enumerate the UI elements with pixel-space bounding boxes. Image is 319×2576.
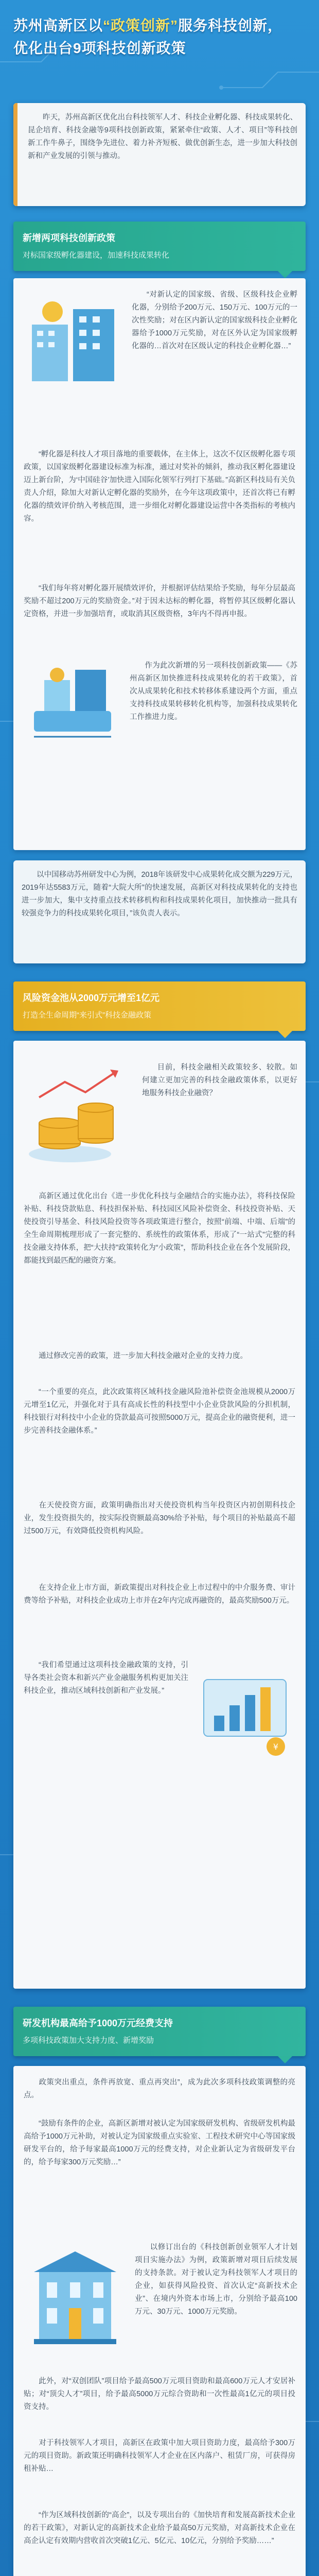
section2-panel <box>13 1041 306 1989</box>
section3-header <box>13 2007 306 2056</box>
section3-panel <box>13 2066 306 2576</box>
section1-subtitle: 对标国家级孵化器建设，加速科技成果转化 <box>23 251 170 260</box>
header <box>0 0 319 98</box>
s3-paragraph-5: 对于科技领军人才项目，高新区在政策中加大项目资助力度，最高给予300万元的项目资助。新政策还明确科技领军人才企业在区内落户、租赁厂房，可获得房租补贴… <box>24 2439 295 2473</box>
intro-text: 昨天，苏州高新区优化出台科技领军人才、科技企业孵化器、科技成果转化、昆企培育、科技金融等9项科技创新政策，紧紧牵住“政策、人才、项目”等科技创新工作牛鼻子，围绕争先进位、着力补齐短板、做优创新生态，进一步加大科技创新和产业发展的引领与推动。 <box>28 113 297 160</box>
section1-panel <box>13 278 306 850</box>
s1-paragraph-2: “孵化器是科技人才项目落地的重要载体，在主体上，这次不仅区级孵化器专项政策，以国家级孵化器建设标准为标准，通过对奖补的倾斜，推动我区孵化器建设迈上新台阶，为‘中国硅谷’加快进入国际化领军行列打下基础。”高新区科技局有关负责人介绍，除加大对新认定孵化器的奖励外，在今年这项政策中，还首次将已有孵化器的绩效评价纳入考核范围，进一步细化对孵化器建设运营中各类指标的考核内容。 <box>24 450 295 523</box>
s3-paragraph-1: 政策突出重点，条件再放宽、重点再突出”，成为此次多项科技政策调整的亮点。 <box>24 2078 295 2099</box>
s2-paragraph-7: “我们希望通过这项科技金融政策的支持，引导各类社会资本和新兴产业金融服务机构更加关注科技企业，推动区域科技创新和产业发展。” <box>24 1661 188 1695</box>
s3-paragraph-4: 此外，对“双创团队”项目给予最高500万元项目资助和最高600万元人才安居补贴；对“顶尖人才”项目，给予最高5000万元综合资助和一次性最高1亿元的项目投资支持。 <box>24 2377 295 2411</box>
s3-paragraph-6: “作为区域科技创新的“高企”，以及专项出台的《加快培育和发展高新技术企业的若干政策》，对新认定的高新技术企业给予最高50万元奖励，对高新技术企业在高企认定有效期内营收首次突破1亿元、5亿元、10亿元，分别给予奖励……” <box>24 2511 295 2545</box>
section3-subtitle: 多项科技政策加大支持力度、新增奖励 <box>23 2036 154 2045</box>
section1-title: 新增两项科技创新政策 <box>23 233 115 243</box>
section2-pointer <box>278 1031 292 1038</box>
section1-pointer <box>278 271 292 278</box>
s1-paragraph-5: 以中国移动苏州研发中心为例，2018年该研发中心成果转化成交额为229万元，2019年达5583万元，随着“大院大所”的快速发展，高新区对科技成果转化的支持也进一步加大，集中支持重点技术转移机构和科技成果转化项目，加快推动一批具有较强竞争力的科技成果转化项目，”该负责人表示。 <box>22 871 297 918</box>
section3-title: 研发机构最高给予1000万元经费支持 <box>23 2018 173 2028</box>
rd-institution-illustration <box>24 2241 127 2354</box>
title-line2: 优化出台9项科技创新政策 <box>13 40 186 56</box>
section2-header <box>13 981 306 1031</box>
tech-transfer-illustration <box>24 659 121 742</box>
s3-paragraph-2: “鼓励有条件的企业，高新区新增对被认定为国家级研发机构、省级研发机构最高给予1000万元补助，对被认定为国家级重点实验室、工程技术研究中心等国家级研发平台的，给予每家最高1000万元的经费支持，对企业新认定为省级研发平台的，给予每家300万元奖励…” <box>24 2120 295 2166</box>
section2-title: 风险资金池从2000万元增至1亿元 <box>23 993 160 1003</box>
incubator-illustration <box>22 294 125 386</box>
s2-paragraph-3: 通过修改完善的政策，进一步加大科技金融对企业的支持力度。 <box>39 1352 247 1360</box>
s1-paragraph-4: 作为此次新增的另一项科技创新政策——《苏州高新区加快推进科技成果转化的若干政策》，首次从成果转化和技术转移体系建设两个方面，重点支持科技成果转移转化机构等，加强科技成果转化工作推进力度。 <box>130 662 297 721</box>
intro-accent-bar <box>13 103 17 206</box>
intro-card <box>13 103 306 206</box>
s2-paragraph-2: 高新区通过优化出台《进一步优化科技与金融结合的实施办法》，将科技保险补贴、科技贷款贴息、科技担保补贴、科技园区风险补偿资金、科技投资补贴、天使投资引导基金、科技风险投资等各项政策进行整合，按照“前端、中端、后端”的全生命周期梳理形成了一套完整的、系统性的政策体系，形成了“一站式”完整的科技金融支持体系，把“大扶持”政策转化为“小政策”，帮助科技企业在各个发展阶段，都能找到最匹配的融资方案。 <box>24 1192 295 1265</box>
s1-paragraph-3: “我们每年将对孵化器开展绩效评价，并根据评估结果给予奖励，每年分层最高奖励不超过200万元的奖励资金。”对于因未达标的孵化器，将暂停其区级孵化器认定资格，并进一步加强培育，或取消其区级资格，3年内不得再申报。 <box>24 584 295 618</box>
s1-case-card <box>13 860 306 963</box>
s2-paragraph-4: “一个重要的亮点，此次政策将区域科技金融风险池补偿资金池规模从2000万元增至1亿元，并强化对于具有高成长性的科技型中小企业贷款风险的分担机制，科技银行对科技中小企业的贷款最高可按照5000万元，提高企业的融资便利，进一步完善科技金融体系。” <box>24 1388 295 1435</box>
section1-header <box>13 222 306 271</box>
title-line1-a: 苏州高新区以 <box>13 18 103 33</box>
finance-coins-illustration <box>24 1061 137 1170</box>
s2-paragraph-5: 在天使投资方面，政策明确指出对天使投资机构当年投资区内初创期科技企业，发生投资损失的，按实际投资额最高30%给予补贴，每个项目的补贴最高不超过500万元，有效降低投资机构风险。 <box>24 1501 295 1535</box>
page-title <box>13 14 306 60</box>
title-line1-b: 服务科技创新， <box>178 18 283 33</box>
s2-paragraph-6: 在支持企业上市方面，新政策提出对科技企业上市过程中的中介服务费、审计费等给予补贴，对科技企业成功上市并在2年内完成再融资的，最高奖励500万元。 <box>24 1584 295 1605</box>
section3-pointer <box>278 2056 292 2063</box>
section2-subtitle: 打造全生命周期“来引式”科技金融政策 <box>23 1011 151 1020</box>
title-highlight: “政策创新” <box>103 18 179 33</box>
svg-text:¥: ¥ <box>273 1742 279 1752</box>
s1-paragraph-1: “对新认定的国家级、省级、区级科技企业孵化器，分别给予200万元、150万元、100万元的一次性奖励；对在区内新认定的国家级科技企业孵化器给予1000万元奖励，对在区外认定为国家级孵化器的…首次对在区级认定的科技企业孵化器…” <box>132 291 297 350</box>
investment-illustration <box>193 1659 296 1762</box>
s3-paragraph-3: 以修订出台的《科技创新创业领军人才计划项目实施办法》为例，政策新增对项目后续发展的支持条款。对于被认定为科技领军人才项目的企业，如获得风险投资、首次认定“高新技术企业”、在境内外资本市场上市，分别给予最高100万元、30万元、1000万元奖励。 <box>135 2243 297 2316</box>
s2-paragraph-1: 目前，科技金融相关政策较多、较散。如何建立更加完善的科技金融政策体系，以更好地服务科技企业融资？ <box>142 1063 297 1097</box>
